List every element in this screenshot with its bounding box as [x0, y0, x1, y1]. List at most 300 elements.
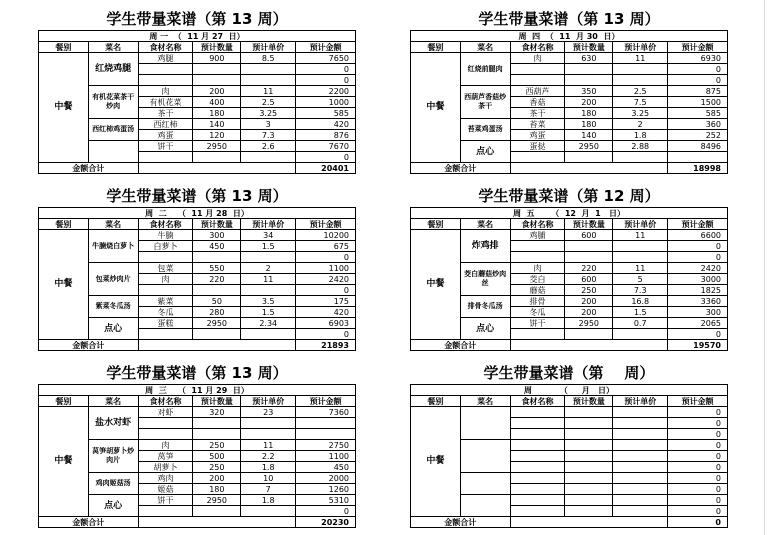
quantity-cell: 630	[565, 53, 613, 64]
ingredient-cell	[510, 473, 565, 484]
ingredient-cell: 蛋挞	[510, 141, 565, 152]
ingredient-cell	[138, 418, 193, 429]
column-header: 菜名	[460, 396, 510, 407]
meal-type-cell: 中餐	[411, 230, 461, 340]
quantity-cell: 550	[193, 263, 241, 274]
ingredient-cell	[510, 484, 565, 495]
unit-price-cell	[241, 429, 296, 440]
amount-cell: 0	[668, 506, 728, 517]
ingredient-cell	[510, 418, 565, 429]
amount-cell: 2000	[296, 473, 356, 484]
column-header: 预计数量	[193, 42, 241, 53]
amount-cell: 3360	[668, 296, 728, 307]
column-header: 菜名	[88, 219, 138, 230]
amount-cell: 0	[668, 252, 728, 263]
amount-cell: 7360	[296, 407, 356, 418]
dish-name-cell: 包菜炒肉片	[88, 263, 138, 296]
ingredient-cell	[510, 429, 565, 440]
quantity-cell: 2950	[565, 318, 613, 329]
total-row	[411, 340, 728, 351]
dish-name-cell: 西葫芦香菇炒茶干	[460, 86, 510, 119]
quantity-cell	[565, 473, 613, 484]
ingredient-cell	[510, 241, 565, 252]
quantity-cell: 900	[193, 53, 241, 64]
column-header: 餐别	[39, 396, 89, 407]
quantity-cell: 500	[193, 451, 241, 462]
date-row	[39, 208, 356, 219]
amount-cell: 0	[668, 484, 728, 495]
column-header: 预计单价	[613, 219, 668, 230]
sheet-title: 学生带量菜谱（第 12 周）	[478, 187, 660, 205]
amount-cell: 0	[668, 241, 728, 252]
meal-type-cell: 中餐	[39, 53, 89, 163]
menu-table	[38, 207, 356, 351]
ingredient-cell	[138, 64, 193, 75]
ingredient-cell: 蛋糕	[138, 318, 193, 329]
quantity-cell: 140	[193, 119, 241, 130]
unit-price-cell	[241, 64, 296, 75]
ingredient-cell: 饼干	[138, 495, 193, 506]
unit-price-cell: 11	[241, 86, 296, 97]
column-header: 预计金额	[668, 42, 728, 53]
quantity-cell: 200	[565, 307, 613, 318]
quantity-cell: 200	[193, 86, 241, 97]
unit-price-cell	[613, 495, 668, 506]
unit-price-cell: 16.8	[613, 296, 668, 307]
date-cell: 周 五 （ 12 月 1 日）	[411, 208, 728, 219]
unit-price-cell: 34	[241, 230, 296, 241]
unit-price-cell: 8.5	[241, 53, 296, 64]
column-header: 餐别	[411, 42, 461, 53]
total-row	[411, 163, 728, 174]
quantity-cell: 200	[193, 473, 241, 484]
quantity-cell	[565, 495, 613, 506]
unit-price-cell	[613, 473, 668, 484]
page-edge-divider	[764, 0, 765, 535]
amount-cell	[296, 429, 356, 440]
unit-price-cell: 2.88	[613, 141, 668, 152]
unit-price-cell: 7.3	[241, 130, 296, 141]
column-header: 餐别	[411, 396, 461, 407]
quantity-cell: 200	[565, 97, 613, 108]
unit-price-cell	[613, 252, 668, 263]
header-row	[39, 219, 356, 230]
dish-name-cell: 牛腩烧白萝卜	[88, 230, 138, 263]
unit-price-cell: 2.5	[241, 97, 296, 108]
total-row	[411, 517, 728, 528]
total-row	[39, 340, 356, 351]
ingredient-cell	[510, 440, 565, 451]
meal-type-cell: 中餐	[411, 53, 461, 163]
total-spacer	[510, 517, 668, 528]
quantity-cell	[565, 252, 613, 263]
amount-cell: 6600	[668, 230, 728, 241]
amount-cell: 585	[668, 108, 728, 119]
unit-price-cell: 11	[613, 53, 668, 64]
menu-table	[410, 384, 728, 528]
amount-cell: 2200	[296, 86, 356, 97]
amount-cell: 1825	[668, 285, 728, 296]
ingredient-cell	[510, 462, 565, 473]
quantity-cell	[565, 407, 613, 418]
amount-cell: 875	[668, 86, 728, 97]
amount-cell: 8496	[668, 141, 728, 152]
ingredient-cell	[138, 329, 193, 340]
quantity-cell	[193, 418, 241, 429]
dish-name-cell: 鸡肉姬菇汤	[88, 473, 138, 495]
quantity-cell: 600	[565, 230, 613, 241]
unit-price-cell	[613, 462, 668, 473]
unit-price-cell	[613, 451, 668, 462]
amount-cell: 0	[296, 285, 356, 296]
dish-name-cell: 莴笋胡萝卜炒肉片	[88, 440, 138, 473]
amount-cell: 0	[668, 495, 728, 506]
date-cell: 周 三 （ 11 月 29 日）	[39, 385, 356, 396]
amount-cell: 2420	[668, 263, 728, 274]
column-header: 预计数量	[565, 396, 613, 407]
ingredient-cell: 苔菜	[510, 119, 565, 130]
ingredient-cell: 肉	[138, 440, 193, 451]
ingredient-cell	[138, 285, 193, 296]
quantity-cell: 2950	[193, 495, 241, 506]
total-row	[39, 517, 356, 528]
quantity-cell: 2950	[193, 141, 241, 152]
quantity-cell	[565, 451, 613, 462]
unit-price-cell: 7	[241, 484, 296, 495]
total-spacer	[510, 340, 668, 351]
amount-cell: 0	[296, 64, 356, 75]
dish-name-cell: 西红柿鸡蛋汤	[88, 119, 138, 141]
ingredient-cell: 鸡腿	[138, 53, 193, 64]
ingredient-cell: 对虾	[138, 407, 193, 418]
ingredient-cell: 蘑菇	[510, 285, 565, 296]
ingredient-cell	[138, 75, 193, 86]
ingredient-cell: 牛腩	[138, 230, 193, 241]
amount-cell: 675	[296, 241, 356, 252]
amount-cell: 1100	[296, 451, 356, 462]
unit-price-cell	[613, 484, 668, 495]
column-header: 预计单价	[241, 219, 296, 230]
ingredient-cell: 姬菇	[138, 484, 193, 495]
table-row	[411, 230, 728, 241]
amount-cell: 0	[668, 473, 728, 484]
menu-table	[38, 30, 356, 174]
ingredient-cell: 肉	[510, 263, 565, 274]
unit-price-cell: 3.25	[613, 108, 668, 119]
quantity-cell	[193, 506, 241, 517]
unit-price-cell	[241, 75, 296, 86]
total-amount: 20401	[296, 163, 356, 174]
dish-name-cell: 苔菜鸡蛋汤	[460, 119, 510, 141]
ingredient-cell	[510, 152, 565, 163]
date-row	[411, 31, 728, 42]
quantity-cell: 220	[565, 263, 613, 274]
amount-cell: 420	[296, 119, 356, 130]
amount-cell: 1100	[296, 263, 356, 274]
amount-cell: 585	[296, 108, 356, 119]
quantity-cell	[193, 152, 241, 163]
column-header: 菜名	[88, 42, 138, 53]
dish-name-cell	[460, 440, 510, 473]
quantity-cell	[193, 285, 241, 296]
quantity-cell: 2950	[193, 318, 241, 329]
quantity-cell: 180	[565, 119, 613, 130]
amount-cell: 7670	[296, 141, 356, 152]
column-header: 食材名称	[510, 219, 565, 230]
amount-cell: 0	[296, 329, 356, 340]
ingredient-cell: 排骨	[510, 296, 565, 307]
column-header: 菜名	[460, 42, 510, 53]
unit-price-cell	[613, 64, 668, 75]
date-cell: 周 一 （ 11 月 27 日）	[39, 31, 356, 42]
ingredient-cell: 鸡蛋	[138, 130, 193, 141]
date-row	[39, 385, 356, 396]
quantity-cell: 140	[565, 130, 613, 141]
ingredient-cell: 白萝卜	[138, 241, 193, 252]
quantity-cell	[193, 329, 241, 340]
unit-price-cell	[613, 152, 668, 163]
unit-price-cell: 3.25	[241, 108, 296, 119]
quantity-cell	[565, 429, 613, 440]
ingredient-cell: 肉	[138, 86, 193, 97]
quantity-cell: 180	[193, 484, 241, 495]
ingredient-cell: 冬瓜	[510, 307, 565, 318]
date-cell: 周 （ 月 日）	[411, 385, 728, 396]
ingredient-cell: 冬瓜	[138, 307, 193, 318]
unit-price-cell	[241, 252, 296, 263]
ingredient-cell	[510, 75, 565, 86]
total-spacer	[138, 517, 296, 528]
ingredient-cell: 茭白	[510, 274, 565, 285]
amount-cell: 0	[668, 75, 728, 86]
column-header: 预计数量	[193, 396, 241, 407]
amount-cell: 420	[296, 307, 356, 318]
dish-name-cell: 茭白蘑菇炒肉丝	[460, 263, 510, 296]
unit-price-cell: 1.8	[613, 130, 668, 141]
unit-price-cell: 11	[241, 440, 296, 451]
date-row	[411, 208, 728, 219]
menu-table	[410, 207, 728, 351]
quantity-cell	[193, 75, 241, 86]
quantity-cell	[565, 64, 613, 75]
quantity-cell: 600	[565, 274, 613, 285]
amount-cell	[668, 152, 728, 163]
amount-cell: 450	[296, 462, 356, 473]
unit-price-cell: 3	[241, 119, 296, 130]
amount-cell: 0	[668, 407, 728, 418]
column-header: 食材名称	[510, 396, 565, 407]
menu-table	[410, 30, 728, 174]
ingredient-cell: 茶干	[138, 108, 193, 119]
quantity-cell	[565, 440, 613, 451]
total-label: 金额合计	[411, 163, 511, 174]
header-row	[39, 42, 356, 53]
table-row	[411, 53, 728, 64]
quantity-cell: 180	[565, 108, 613, 119]
header-row	[39, 396, 356, 407]
amount-cell: 0	[296, 152, 356, 163]
unit-price-cell: 2	[241, 263, 296, 274]
amount-cell: 2420	[296, 274, 356, 285]
ingredient-cell: 包菜	[138, 263, 193, 274]
unit-price-cell: 11	[613, 230, 668, 241]
dish-name-cell: 紫菜冬瓜汤	[88, 296, 138, 318]
sheet-title: 学生带量菜谱（第 13 周）	[106, 187, 288, 205]
total-label: 金额合计	[411, 340, 511, 351]
unit-price-cell: 11	[241, 274, 296, 285]
unit-price-cell: 2	[613, 119, 668, 130]
amount-cell: 7650	[296, 53, 356, 64]
date-row	[411, 385, 728, 396]
ingredient-cell: 有机花菜	[138, 97, 193, 108]
column-header: 预计单价	[241, 396, 296, 407]
quantity-cell: 450	[193, 241, 241, 252]
column-header: 预计单价	[613, 42, 668, 53]
total-spacer	[138, 340, 296, 351]
quantity-cell: 120	[193, 130, 241, 141]
total-amount: 20230	[296, 517, 356, 528]
ingredient-cell: 香菇	[510, 97, 565, 108]
dish-name-cell	[460, 495, 510, 517]
amount-cell: 10200	[296, 230, 356, 241]
unit-price-cell: 2.2	[241, 451, 296, 462]
total-amount: 19570	[668, 340, 728, 351]
ingredient-cell: 胡萝卜	[138, 462, 193, 473]
unit-price-cell: 1.5	[613, 307, 668, 318]
unit-price-cell: 1.8	[241, 462, 296, 473]
menu-table	[38, 384, 356, 528]
dish-name-cell	[88, 141, 138, 163]
ingredient-cell	[138, 429, 193, 440]
ingredient-cell	[510, 64, 565, 75]
amount-cell: 0	[296, 75, 356, 86]
amount-cell: 175	[296, 296, 356, 307]
unit-price-cell	[613, 506, 668, 517]
ingredient-cell	[510, 252, 565, 263]
date-cell: 周 二 （ 11 月 28 日）	[39, 208, 356, 219]
amount-cell: 1000	[296, 97, 356, 108]
quantity-cell: 50	[193, 296, 241, 307]
quantity-cell: 250	[193, 440, 241, 451]
column-header: 预计金额	[296, 219, 356, 230]
dish-name-cell: 点心	[88, 495, 138, 517]
header-row	[411, 219, 728, 230]
column-header: 食材名称	[510, 42, 565, 53]
amount-cell: 2065	[668, 318, 728, 329]
quantity-cell	[565, 418, 613, 429]
quantity-cell: 200	[565, 296, 613, 307]
quantity-cell: 400	[193, 97, 241, 108]
ingredient-cell: 茶干	[510, 108, 565, 119]
quantity-cell: 250	[565, 285, 613, 296]
column-header: 预计单价	[241, 42, 296, 53]
ingredient-cell: 西红柿	[138, 119, 193, 130]
column-header: 预计金额	[296, 396, 356, 407]
column-header: 预计数量	[193, 219, 241, 230]
meal-type-cell: 中餐	[411, 407, 461, 517]
column-header: 食材名称	[138, 219, 193, 230]
unit-price-cell	[613, 407, 668, 418]
ingredient-cell: 饼干	[138, 141, 193, 152]
total-label: 金额合计	[39, 163, 139, 174]
unit-price-cell: 1.5	[241, 307, 296, 318]
header-row	[411, 396, 728, 407]
amount-cell: 876	[296, 130, 356, 141]
amount-cell: 2750	[296, 440, 356, 451]
unit-price-cell: 7.5	[613, 97, 668, 108]
unit-price-cell	[613, 75, 668, 86]
amount-cell: 5310	[296, 495, 356, 506]
amount-cell: 0	[668, 440, 728, 451]
total-label: 金额合计	[39, 517, 139, 528]
meal-type-cell: 中餐	[39, 407, 89, 517]
unit-price-cell	[613, 329, 668, 340]
amount-cell	[296, 418, 356, 429]
unit-price-cell	[241, 152, 296, 163]
quantity-cell: 300	[193, 230, 241, 241]
total-label: 金额合计	[39, 340, 139, 351]
unit-price-cell: 2.34	[241, 318, 296, 329]
dish-name-cell: 有机花菜茶干炒肉	[88, 86, 138, 119]
unit-price-cell	[241, 418, 296, 429]
unit-price-cell: 1.5	[241, 241, 296, 252]
ingredient-cell: 西葫芦	[510, 86, 565, 97]
ingredient-cell	[138, 506, 193, 517]
date-cell: 周 四 （ 11 月 30 日）	[411, 31, 728, 42]
amount-cell: 3000	[668, 274, 728, 285]
unit-price-cell: 2.6	[241, 141, 296, 152]
ingredient-cell: 鸡蛋	[510, 130, 565, 141]
total-label: 金额合计	[411, 517, 511, 528]
column-header: 餐别	[39, 219, 89, 230]
quantity-cell	[565, 506, 613, 517]
table-row	[411, 407, 728, 418]
dish-name-cell: 点心	[88, 318, 138, 340]
ingredient-cell	[510, 495, 565, 506]
column-header: 食材名称	[138, 396, 193, 407]
column-header: 食材名称	[138, 42, 193, 53]
column-header: 预计单价	[613, 396, 668, 407]
amount-cell: 360	[668, 119, 728, 130]
amount-cell: 300	[668, 307, 728, 318]
column-header: 预计数量	[565, 219, 613, 230]
ingredient-cell	[138, 252, 193, 263]
unit-price-cell: 5	[613, 274, 668, 285]
quantity-cell: 2950	[565, 141, 613, 152]
quantity-cell: 280	[193, 307, 241, 318]
unit-price-cell	[241, 506, 296, 517]
dish-name-cell: 盐水对虾	[88, 407, 138, 440]
amount-cell: 1500	[668, 97, 728, 108]
amount-cell: 252	[668, 130, 728, 141]
dish-name-cell: 排骨冬瓜汤	[460, 296, 510, 318]
amount-cell: 6930	[668, 53, 728, 64]
quantity-cell	[565, 462, 613, 473]
unit-price-cell	[241, 285, 296, 296]
quantity-cell	[193, 252, 241, 263]
total-amount: 18998	[668, 163, 728, 174]
ingredient-cell	[510, 451, 565, 462]
ingredient-cell: 肉	[138, 274, 193, 285]
dish-name-cell: 红烧前腿肉	[460, 53, 510, 86]
header-row	[411, 42, 728, 53]
unit-price-cell	[613, 241, 668, 252]
sheet-title: 学生带量菜谱（第 13 周）	[106, 364, 288, 382]
unit-price-cell: 23	[241, 407, 296, 418]
amount-cell: 0	[668, 329, 728, 340]
quantity-cell	[193, 429, 241, 440]
quantity-cell	[565, 152, 613, 163]
